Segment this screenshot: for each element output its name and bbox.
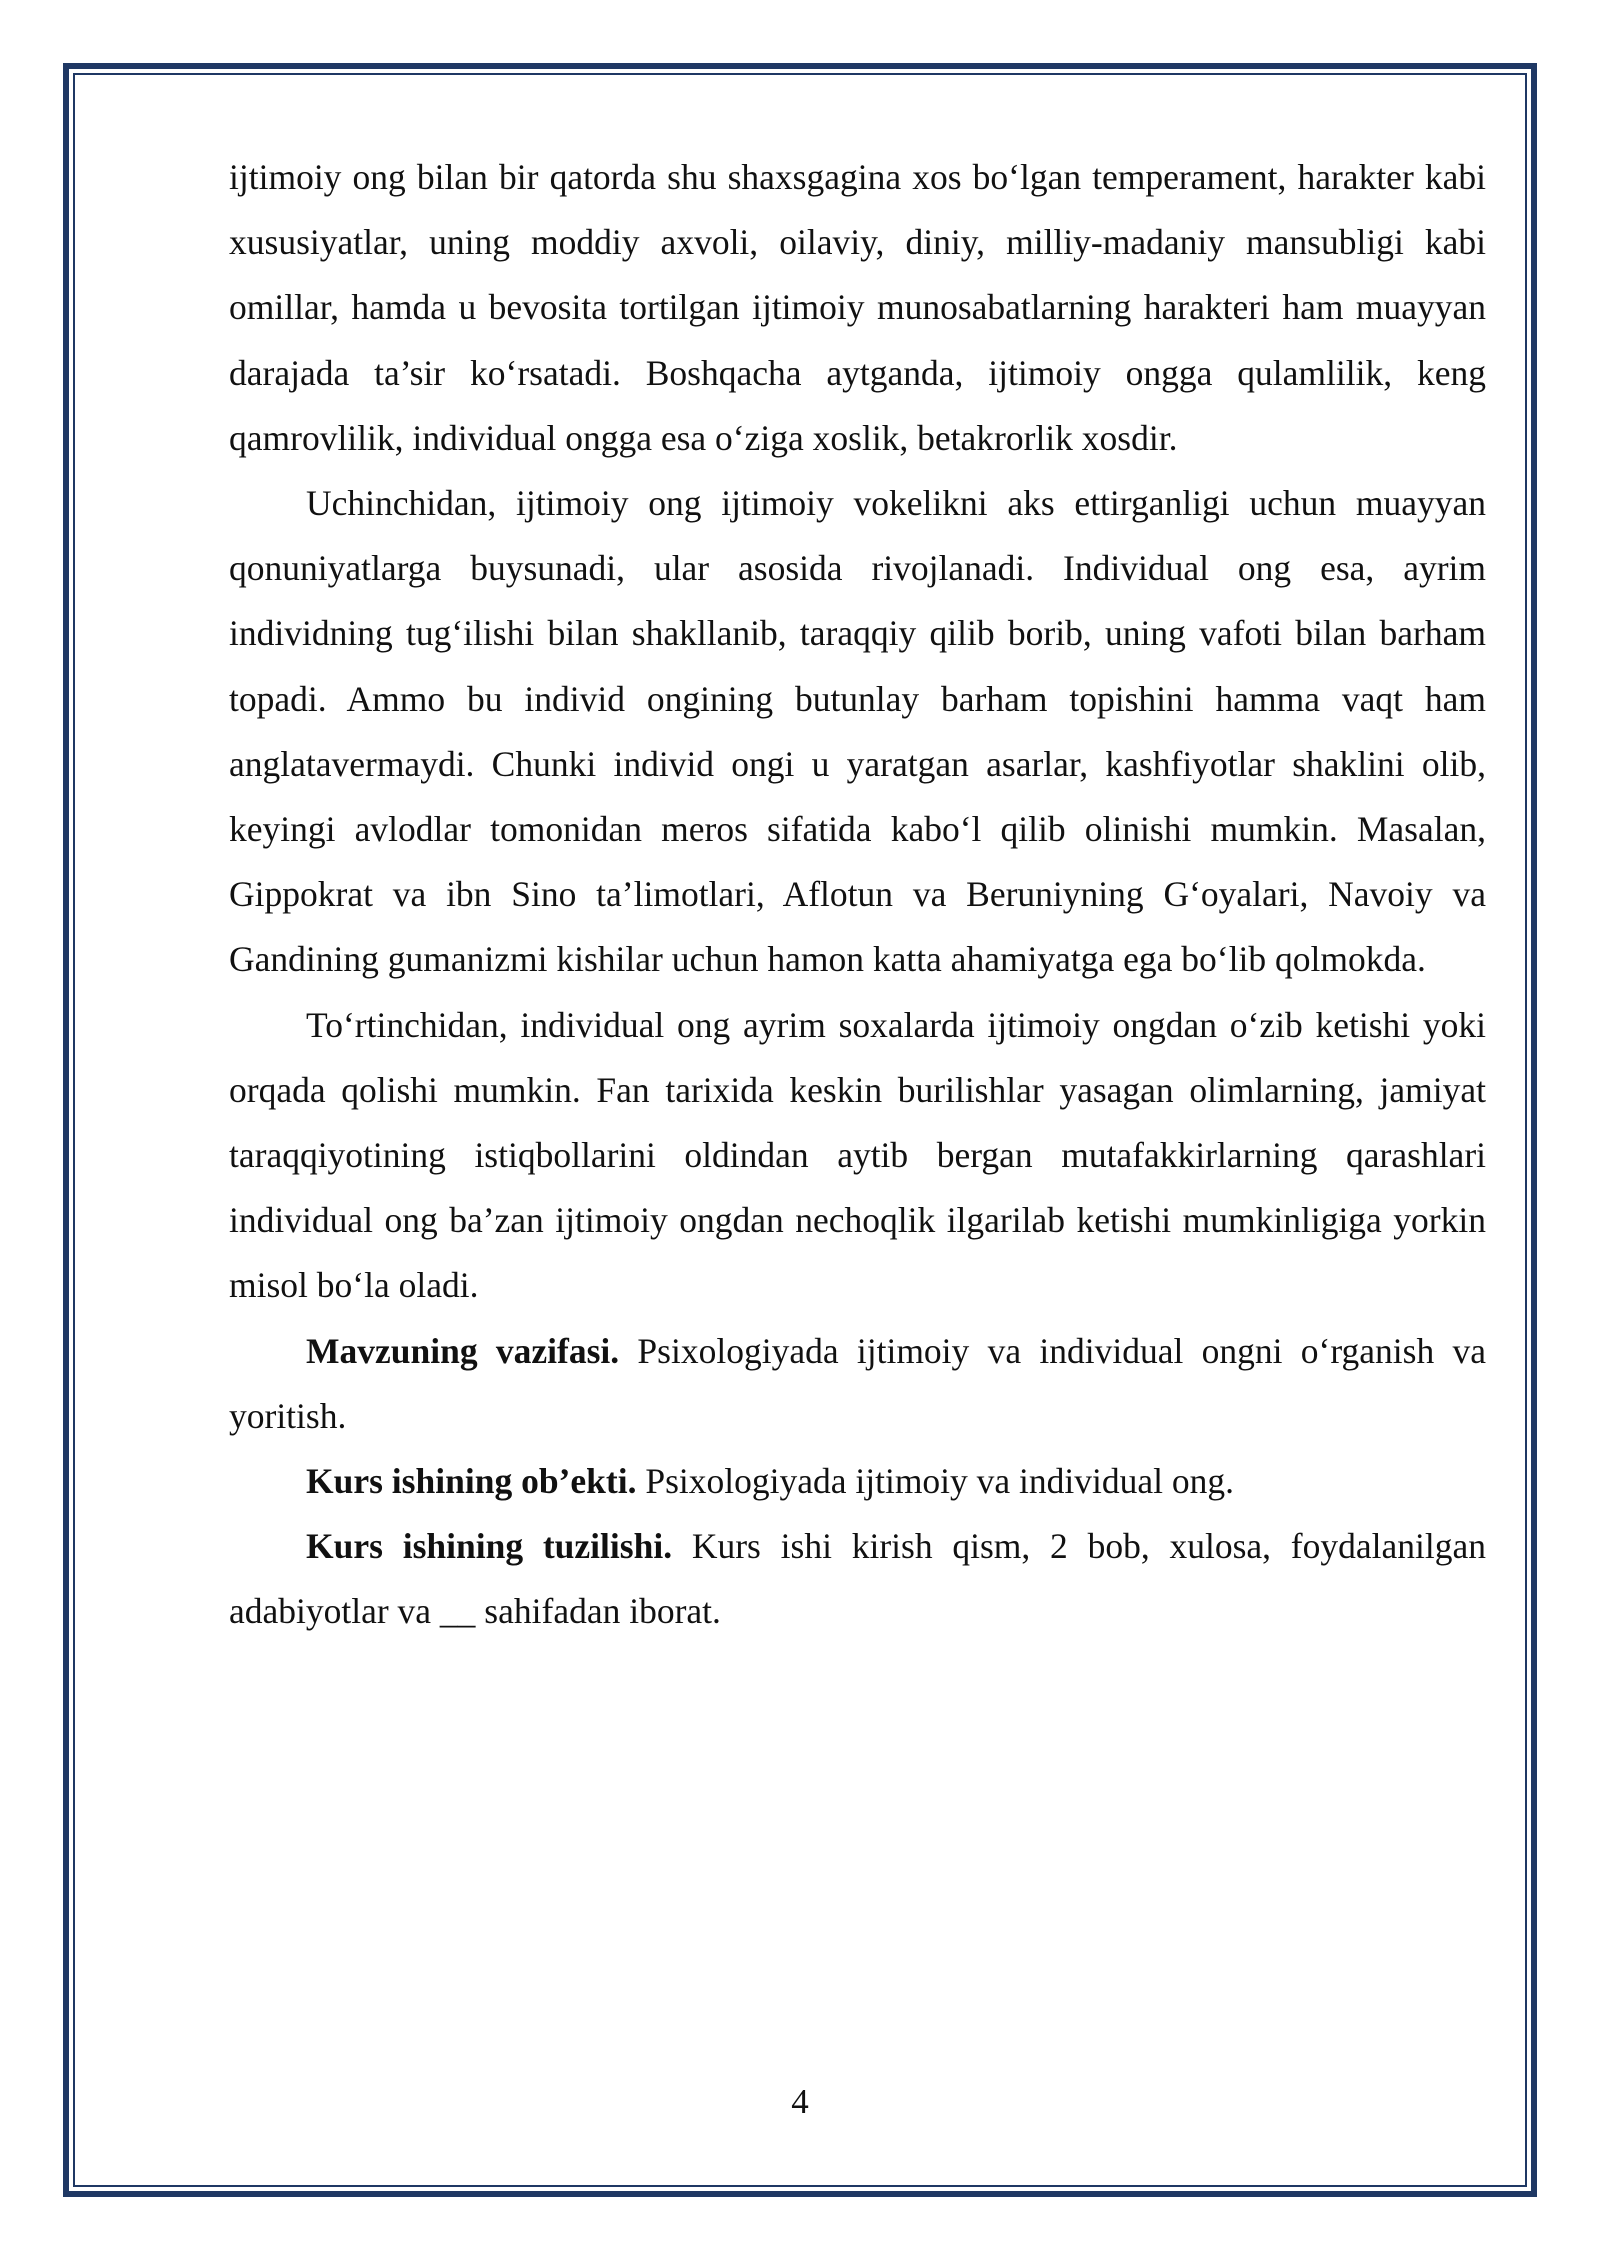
paragraph-fourth-point: To‘rtinchidan, individual ong ayrim soxalarda ijtimoiy ongdan o‘zib ketishi yoki orqada qolishi mumkin. Fan tarixida keskin burilishlar yasagan olimlarning, jamiyat taraqqiyotining istiqbollarini oldindan aytib bergan mutafakkirlarning qarashlari individual ong ba’zan ijtimoiy ongdan nechoqlik ilgarilab ketishi mumkinligiga yorkin misol bo‘la oladi. [229,1004,1486,1306]
task-heading: Mavzuning vazifasi. [306,1330,620,1371]
paragraph-continuation: ijtimoiy ong bilan bir qatorda shu shaxsgagina xos bo‘lgan temperament, harakter kabi xususiyatlar, uning moddiy axvoli, oilaviy, diniy, milliy-madaniy mansubligi kabi omillar, hamda u bevosita tortilgan ijtimoiy munosabatlarning harakteri ham muayyan darajada ta’sir ko‘rsatadi. Boshqacha aytganda, ijtimoiy ongga qulamlilik, keng qamrovlilik, individual ongga esa o‘ziga xoslik, betakrorlik xosdir. [229,157,1486,458]
structure-heading: Kurs ishining tuzilishi. [306,1526,673,1567]
paragraph-structure [229,1514,1486,1644]
paragraph-object [229,1449,1486,1514]
structure-text: Kurs ishi kirish qism, 2 bob, xulosa, foydalanilgan adabiyotlar va __ sahifadan iborat. [229,1526,1486,1632]
document-body [229,145,1486,1645]
page-number: 4 [791,2082,809,2121]
paragraph-third-point: Uchinchidan, ijtimoiy ong ijtimoiy vokelikni aks ettirganligi uchun muayyan qonuniyatlarga buysunadi, ular asosida rivojlanadi. Individual ong esa, ayrim individning tug‘ilishi bilan shakllanib, taraqqiy qilib borib, uning vafoti bilan barham topadi. Ammo bu individ ongining butunlay barham topishini hamma vaqt ham anglatavermaydi. Chunki individ ongi u yaratgan asarlar, kashfiyotlar shaklini olib, keyingi avlodlar tomonidan meros sifatida kabo‘l qilib olinishi mumkin. Masalan, Gippokrat va ibn Sino ta’limotlari, Aflotun va Beruniyning G‘oyalari, Navoiy va Gandining gumanizmi kishilar uchun hamon katta ahamiyatga ega bo‘lib qolmokda. [229,483,1486,980]
paragraph-task [229,1319,1486,1449]
task-text: Psixologiyada ijtimoiy va individual ongni o‘rganish va yoritish. [229,1330,1486,1436]
object-text: Psixologiyada ijtimoiy va individual ong. [636,1461,1235,1502]
object-heading: Kurs ishining ob’ekti. [306,1461,637,1502]
